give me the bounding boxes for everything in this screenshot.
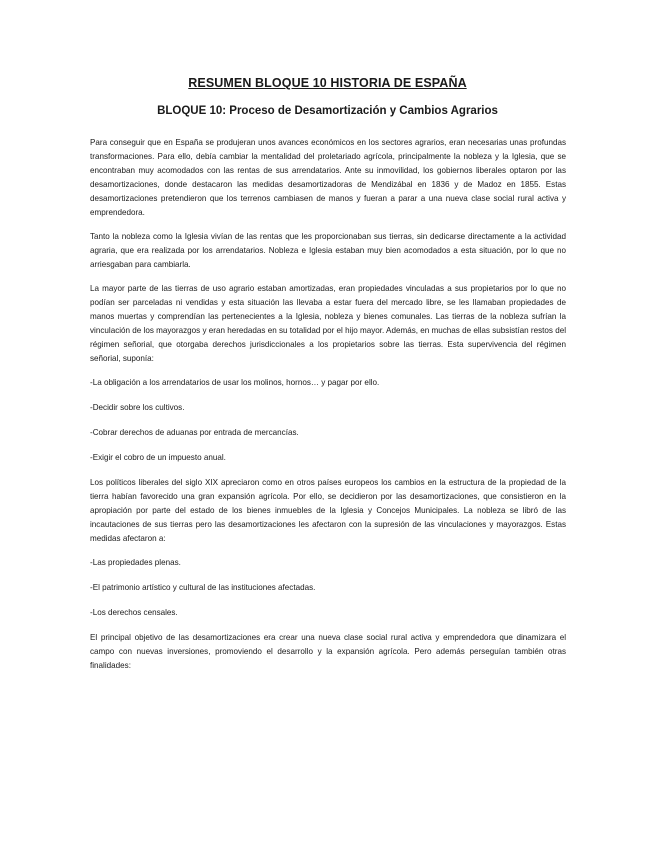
paragraph-intro: Para conseguir que en España se produjeran unos avances económicos en los sectores agrarios, eran necesarias unas profundas transformaciones. Para ello, debía cambiar la mentalidad del proletariado agrícola, principalmente la nobleza y la Iglesia, que se encontraban muy acomodados con las rentas de sus arrendatarios. Ante su inmovilidad, los gobiernos liberales optaron por las desamortizaciones, donde destacaron las medidas desamortizadoras de Mendizábal en 1836 y de Madoz en 1855. Estas desamortizaciones pretendieron que los terrenos cambiasen de manos y fueran a parar a una nueva clase social rural activa y emprendedora. bbox=[90, 138, 566, 217]
paragraph-objetivo: El principal objetivo de las desamortizaciones era crear una nueva clase social rural activa y emprendedora que dinamizara el campo con nuevas inversiones, promoviendo el desarrollo y la expansión agrícola. Pero además perseguían también otras finalidades: bbox=[90, 633, 566, 670]
document-body bbox=[90, 136, 566, 683]
document-title: RESUMEN BLOQUE 10 HISTORIA DE ESPAÑA bbox=[188, 76, 467, 90]
paragraph-tierras-amortizadas: La mayor parte de las tierras de uso agrario estaban amortizadas, eran propiedades vinculadas a sus propietarios por lo que no podían ser parceladas ni vendidas y esta situación las llevaba a estar fuera del mercado libre, se les llamaban propiedades de manos muertas y comprendían las pertenecientes a la Iglesia, nobleza y bienes comunales. Las tierras de la nobleza sufrían la vinculación de los mayorazgos y eran heredadas en su totalidad por el hijo mayor. Además, en muchas de ellas subsistían restos del régimen señorial, que otorgaba derechos jurisdiccionales a los propietarios sobre las tierras. Esta supervivencia del régimen señorial, suponía: bbox=[90, 284, 567, 363]
list-item: -Los derechos censales. bbox=[90, 608, 178, 617]
paragraph-politicos-liberales: Los políticos liberales del siglo XIX apreciaron como en otros países europeos los cambios en la estructura de la propiedad de la tierra habían favorecido una gran expansión agrícola. Por ello, se decidieron por las desamortizaciones, que consistieron en la apropiación por parte del estado de los bienes inmuebles de la Iglesia y Concejos Municipales. La nobleza se libró de las incautaciones de sus tierras pero las desamortizaciones les afectaron con la supresión de las vinculaciones y mayorazgos. Estas medidas afectaron a: bbox=[90, 478, 566, 543]
paragraph-nobleza-iglesia: Tanto la nobleza como la Iglesia vivían de las rentas que les proporcionaban sus tierras, sin dedicarse directamente a la actividad agraria, que era realizada por los arrendatarios. Nobleza e Iglesia estaban muy bien acomodados a esta situación, por lo que no arriesgaban para cambiarla. bbox=[90, 232, 566, 269]
list-item: -El patrimonio artístico y cultural de las instituciones afectadas. bbox=[90, 583, 316, 592]
list-item: -La obligación a los arrendatarios de usar los molinos, hornos… y pagar por ello. bbox=[90, 378, 380, 387]
list-item: -Decidir sobre los cultivos. bbox=[90, 403, 185, 412]
list-item: -Las propiedades plenas. bbox=[90, 558, 181, 567]
document-subtitle: BLOQUE 10: Proceso de Desamortización y Cambios Agrarios bbox=[157, 105, 498, 117]
list-item: -Exigir el cobro de un impuesto anual. bbox=[90, 453, 226, 462]
list-item: -Cobrar derechos de aduanas por entrada de mercancías. bbox=[90, 428, 299, 437]
